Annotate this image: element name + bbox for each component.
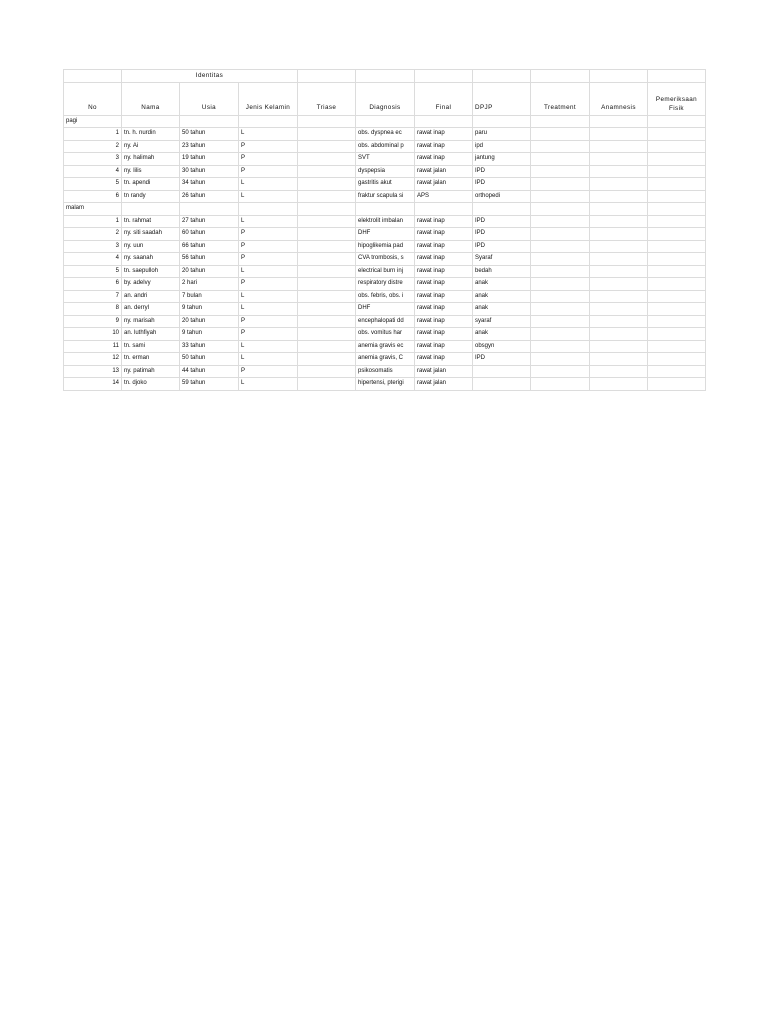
cell-pemeriksaan-fisik[interactable] bbox=[648, 315, 706, 328]
identitas-group-header[interactable]: Identitas bbox=[122, 70, 298, 83]
cell-anamnesis[interactable] bbox=[590, 353, 648, 366]
cell-usia[interactable]: 9 tahun bbox=[180, 328, 239, 341]
cell-pemeriksaan-fisik[interactable] bbox=[648, 178, 706, 191]
cell-nama[interactable]: ny. marisah bbox=[122, 315, 180, 328]
cell[interactable] bbox=[473, 115, 531, 128]
cell-anamnesis[interactable] bbox=[590, 228, 648, 241]
cell-anamnesis[interactable] bbox=[590, 290, 648, 303]
cell[interactable] bbox=[415, 115, 473, 128]
cell-triase[interactable] bbox=[298, 315, 356, 328]
cell-jenis-kelamin[interactable]: P bbox=[239, 315, 298, 328]
table-row bbox=[64, 278, 706, 291]
cell-jenis-kelamin[interactable]: L bbox=[239, 303, 298, 316]
cell-pemeriksaan-fisik[interactable] bbox=[648, 303, 706, 316]
cell-no[interactable]: 8 bbox=[64, 303, 122, 316]
column-header-treatment[interactable]: Treatment bbox=[531, 82, 590, 115]
cell[interactable] bbox=[590, 70, 648, 83]
cell-pemeriksaan-fisik[interactable] bbox=[648, 328, 706, 341]
cell-final[interactable]: rawat inap bbox=[415, 228, 473, 241]
table-row bbox=[64, 140, 706, 153]
cell-triase[interactable] bbox=[298, 178, 356, 191]
cell-diagnosis[interactable]: obs. vomitus har bbox=[356, 328, 415, 341]
cell-no[interactable]: 4 bbox=[64, 165, 122, 178]
section-label[interactable]: pagi bbox=[64, 115, 122, 128]
cell-jenis-kelamin[interactable]: L bbox=[239, 290, 298, 303]
cell-pemeriksaan-fisik[interactable] bbox=[648, 265, 706, 278]
cell-no[interactable]: 7 bbox=[64, 290, 122, 303]
cell-jenis-kelamin[interactable]: P bbox=[239, 365, 298, 378]
table-row bbox=[64, 228, 706, 241]
cell-treatment[interactable] bbox=[531, 228, 590, 241]
cell-nama[interactable]: ny. patimah bbox=[122, 365, 180, 378]
column-header-jenis-kelamin[interactable]: Jenis Kelamin bbox=[239, 82, 298, 115]
cell[interactable] bbox=[180, 115, 239, 128]
table-row bbox=[64, 340, 706, 353]
cell-diagnosis[interactable]: hipoglikemia pad bbox=[356, 240, 415, 253]
cell-nama[interactable]: tn. apendi bbox=[122, 178, 180, 191]
cell-final[interactable]: rawat inap bbox=[415, 240, 473, 253]
cell-anamnesis[interactable] bbox=[590, 253, 648, 266]
cell-usia[interactable]: 20 tahun bbox=[180, 265, 239, 278]
cell-dpjp[interactable]: paru bbox=[473, 128, 531, 141]
cell-anamnesis[interactable] bbox=[590, 340, 648, 353]
cell-diagnosis[interactable]: dyspepsia bbox=[356, 165, 415, 178]
cell-pemeriksaan-fisik[interactable] bbox=[648, 353, 706, 366]
cell-nama[interactable]: tn. h. nurdin bbox=[122, 128, 180, 141]
cell-final[interactable]: rawat inap bbox=[415, 253, 473, 266]
cell-jenis-kelamin[interactable]: P bbox=[239, 165, 298, 178]
cell-dpjp[interactable]: anak bbox=[473, 290, 531, 303]
cell-nama[interactable]: ny. saanah bbox=[122, 253, 180, 266]
cell-dpjp[interactable] bbox=[473, 365, 531, 378]
cell-jenis-kelamin[interactable]: P bbox=[239, 253, 298, 266]
cell-treatment[interactable] bbox=[531, 290, 590, 303]
cell-treatment[interactable] bbox=[531, 178, 590, 191]
cell-final[interactable]: rawat inap bbox=[415, 128, 473, 141]
cell-pemeriksaan-fisik[interactable] bbox=[648, 253, 706, 266]
cell-no[interactable]: 1 bbox=[64, 128, 122, 141]
cell-usia[interactable]: 59 tahun bbox=[180, 378, 239, 391]
cell-no[interactable]: 1 bbox=[64, 215, 122, 228]
cell-triase[interactable] bbox=[298, 340, 356, 353]
cell-jenis-kelamin[interactable]: L bbox=[239, 190, 298, 203]
cell-no[interactable]: 9 bbox=[64, 315, 122, 328]
cell-pemeriksaan-fisik[interactable] bbox=[648, 378, 706, 391]
cell[interactable] bbox=[239, 115, 298, 128]
table-row bbox=[64, 303, 706, 316]
cell-treatment[interactable] bbox=[531, 315, 590, 328]
cell-diagnosis[interactable]: anemia gravis ec bbox=[356, 340, 415, 353]
cell-jenis-kelamin[interactable]: P bbox=[239, 240, 298, 253]
cell-final[interactable]: rawat inap bbox=[415, 315, 473, 328]
cell-anamnesis[interactable] bbox=[590, 365, 648, 378]
cell-usia[interactable]: 66 tahun bbox=[180, 240, 239, 253]
cell-treatment[interactable] bbox=[531, 253, 590, 266]
cell-final[interactable]: rawat inap bbox=[415, 328, 473, 341]
table-row bbox=[64, 128, 706, 141]
cell-pemeriksaan-fisik[interactable] bbox=[648, 215, 706, 228]
cell-nama[interactable]: ny. siti saadah bbox=[122, 228, 180, 241]
cell-treatment[interactable] bbox=[531, 303, 590, 316]
cell-diagnosis[interactable]: elektrolit imbalan bbox=[356, 215, 415, 228]
cell-usia[interactable]: 30 tahun bbox=[180, 165, 239, 178]
cell-pemeriksaan-fisik[interactable] bbox=[648, 153, 706, 166]
column-header-dpjp[interactable]: DPJP bbox=[473, 82, 531, 115]
cell-treatment[interactable] bbox=[531, 128, 590, 141]
cell-pemeriksaan-fisik[interactable] bbox=[648, 140, 706, 153]
cell[interactable] bbox=[64, 70, 122, 83]
cell-anamnesis[interactable] bbox=[590, 265, 648, 278]
table-row bbox=[64, 315, 706, 328]
cell-triase[interactable] bbox=[298, 365, 356, 378]
cell-final[interactable]: rawat jalan bbox=[415, 365, 473, 378]
column-header-nama[interactable]: Nama bbox=[122, 82, 180, 115]
cell-treatment[interactable] bbox=[531, 353, 590, 366]
cell-anamnesis[interactable] bbox=[590, 378, 648, 391]
cell-usia[interactable]: 34 tahun bbox=[180, 178, 239, 191]
cell[interactable] bbox=[356, 203, 415, 216]
cell-treatment[interactable] bbox=[531, 365, 590, 378]
cell-usia[interactable]: 50 tahun bbox=[180, 353, 239, 366]
cell-pemeriksaan-fisik[interactable] bbox=[648, 365, 706, 378]
cell-final[interactable]: rawat inap bbox=[415, 153, 473, 166]
section-row-malam bbox=[64, 203, 706, 216]
cell-pemeriksaan-fisik[interactable] bbox=[648, 128, 706, 141]
cell-dpjp[interactable]: IPD bbox=[473, 178, 531, 191]
cell-anamnesis[interactable] bbox=[590, 240, 648, 253]
cell-no[interactable]: 11 bbox=[64, 340, 122, 353]
cell-dpjp[interactable]: ipd bbox=[473, 140, 531, 153]
cell-triase[interactable] bbox=[298, 353, 356, 366]
cell-no[interactable]: 3 bbox=[64, 240, 122, 253]
cell-final[interactable]: APS bbox=[415, 190, 473, 203]
cell-nama[interactable]: by. adelvy bbox=[122, 278, 180, 291]
cell-triase[interactable] bbox=[298, 328, 356, 341]
cell-no[interactable]: 5 bbox=[64, 265, 122, 278]
table-row bbox=[64, 265, 706, 278]
cell-nama[interactable]: ny. Ai bbox=[122, 140, 180, 153]
cell-anamnesis[interactable] bbox=[590, 178, 648, 191]
column-header-final[interactable]: Final bbox=[415, 82, 473, 115]
cell-treatment[interactable] bbox=[531, 265, 590, 278]
cell-jenis-kelamin[interactable]: L bbox=[239, 265, 298, 278]
section-row-pagi bbox=[64, 115, 706, 128]
cell-nama[interactable]: an. derryl bbox=[122, 303, 180, 316]
cell-diagnosis[interactable]: DHF bbox=[356, 228, 415, 241]
cell-dpjp[interactable]: IPD bbox=[473, 165, 531, 178]
cell-triase[interactable] bbox=[298, 228, 356, 241]
cell-triase[interactable] bbox=[298, 253, 356, 266]
cell-usia[interactable]: 26 tahun bbox=[180, 190, 239, 203]
cell-jenis-kelamin[interactable]: P bbox=[239, 278, 298, 291]
cell-jenis-kelamin[interactable]: P bbox=[239, 140, 298, 153]
cell-dpjp[interactable]: IPD bbox=[473, 215, 531, 228]
cell-triase[interactable] bbox=[298, 290, 356, 303]
cell-nama[interactable]: ny. uun bbox=[122, 240, 180, 253]
cell-dpjp[interactable]: syaraf bbox=[473, 315, 531, 328]
cell[interactable] bbox=[531, 115, 590, 128]
cell[interactable] bbox=[122, 203, 180, 216]
cell-no[interactable]: 4 bbox=[64, 253, 122, 266]
cell[interactable] bbox=[590, 203, 648, 216]
table-row bbox=[64, 153, 706, 166]
cell[interactable] bbox=[298, 203, 356, 216]
cell-no[interactable]: 3 bbox=[64, 153, 122, 166]
cell-final[interactable]: rawat inap bbox=[415, 140, 473, 153]
cell-diagnosis[interactable]: hipertensi, pterigi bbox=[356, 378, 415, 391]
cell-final[interactable]: rawat inap bbox=[415, 290, 473, 303]
cell[interactable] bbox=[239, 203, 298, 216]
cell[interactable] bbox=[415, 203, 473, 216]
cell-diagnosis[interactable]: anemia gravis, C bbox=[356, 353, 415, 366]
cell-diagnosis[interactable]: obs. febris, obs. i bbox=[356, 290, 415, 303]
table-row bbox=[64, 353, 706, 366]
cell-diagnosis[interactable]: respiratory distre bbox=[356, 278, 415, 291]
cell-nama[interactable]: ny. lilis bbox=[122, 165, 180, 178]
cell-no[interactable]: 2 bbox=[64, 140, 122, 153]
cell[interactable] bbox=[531, 70, 590, 83]
cell-diagnosis[interactable]: obs. abdominal p bbox=[356, 140, 415, 153]
cell-usia[interactable]: 9 tahun bbox=[180, 303, 239, 316]
cell-treatment[interactable] bbox=[531, 378, 590, 391]
column-header-pemeriksaan-fisik[interactable]: Pemeriksaan Fisik bbox=[648, 82, 706, 115]
cell-nama[interactable]: tn randy bbox=[122, 190, 180, 203]
cell-triase[interactable] bbox=[298, 153, 356, 166]
cell-pemeriksaan-fisik[interactable] bbox=[648, 278, 706, 291]
cell-dpjp[interactable]: IPD bbox=[473, 228, 531, 241]
cell-dpjp[interactable]: orthopedi bbox=[473, 190, 531, 203]
cell-dpjp[interactable] bbox=[473, 378, 531, 391]
header-row-columns bbox=[64, 82, 706, 115]
cell-triase[interactable] bbox=[298, 278, 356, 291]
cell-no[interactable]: 6 bbox=[64, 278, 122, 291]
cell-no[interactable]: 12 bbox=[64, 353, 122, 366]
table-row bbox=[64, 240, 706, 253]
cell-usia[interactable]: 2 hari bbox=[180, 278, 239, 291]
cell[interactable] bbox=[415, 70, 473, 83]
cell-pemeriksaan-fisik[interactable] bbox=[648, 228, 706, 241]
cell-nama[interactable]: ny. halimah bbox=[122, 153, 180, 166]
cell-anamnesis[interactable] bbox=[590, 128, 648, 141]
cell-treatment[interactable] bbox=[531, 165, 590, 178]
cell-triase[interactable] bbox=[298, 378, 356, 391]
cell-anamnesis[interactable] bbox=[590, 153, 648, 166]
cell-jenis-kelamin[interactable]: L bbox=[239, 340, 298, 353]
column-header-no[interactable]: No bbox=[64, 82, 122, 115]
cell[interactable] bbox=[298, 115, 356, 128]
cell-pemeriksaan-fisik[interactable] bbox=[648, 240, 706, 253]
cell[interactable] bbox=[531, 203, 590, 216]
cell-nama[interactable]: tn. saepulloh bbox=[122, 265, 180, 278]
cell-dpjp[interactable]: anak bbox=[473, 328, 531, 341]
cell-usia[interactable]: 56 tahun bbox=[180, 253, 239, 266]
cell-usia[interactable]: 44 tahun bbox=[180, 365, 239, 378]
cell-anamnesis[interactable] bbox=[590, 278, 648, 291]
cell-dpjp[interactable]: IPD bbox=[473, 240, 531, 253]
cell-final[interactable]: rawat inap bbox=[415, 215, 473, 228]
cell[interactable] bbox=[648, 115, 706, 128]
cell-anamnesis[interactable] bbox=[590, 140, 648, 153]
cell-triase[interactable] bbox=[298, 240, 356, 253]
cell-jenis-kelamin[interactable]: L bbox=[239, 215, 298, 228]
cell-nama[interactable]: tn. djoko bbox=[122, 378, 180, 391]
cell-triase[interactable] bbox=[298, 215, 356, 228]
cell-nama[interactable]: an. andri bbox=[122, 290, 180, 303]
cell-usia[interactable]: 20 tahun bbox=[180, 315, 239, 328]
cell-jenis-kelamin[interactable]: P bbox=[239, 153, 298, 166]
cell-no[interactable]: 5 bbox=[64, 178, 122, 191]
table-row bbox=[64, 253, 706, 266]
cell-diagnosis[interactable]: gastritis akut bbox=[356, 178, 415, 191]
cell-treatment[interactable] bbox=[531, 190, 590, 203]
table-row bbox=[64, 290, 706, 303]
cell-nama[interactable]: tn. erman bbox=[122, 353, 180, 366]
cell-final[interactable]: rawat inap bbox=[415, 278, 473, 291]
cell-treatment[interactable] bbox=[531, 328, 590, 341]
cell-diagnosis[interactable]: DHF bbox=[356, 303, 415, 316]
cell-diagnosis[interactable]: SVT bbox=[356, 153, 415, 166]
cell-no[interactable]: 14 bbox=[64, 378, 122, 391]
cell-no[interactable]: 6 bbox=[64, 190, 122, 203]
cell-nama[interactable]: an. luthfiyah bbox=[122, 328, 180, 341]
cell-dpjp[interactable]: bedah bbox=[473, 265, 531, 278]
cell-no[interactable]: 13 bbox=[64, 365, 122, 378]
cell-jenis-kelamin[interactable]: P bbox=[239, 228, 298, 241]
cell-diagnosis[interactable]: CVA trombosis, s bbox=[356, 253, 415, 266]
cell-jenis-kelamin[interactable]: P bbox=[239, 328, 298, 341]
cell-triase[interactable] bbox=[298, 165, 356, 178]
cell-anamnesis[interactable] bbox=[590, 215, 648, 228]
cell-pemeriksaan-fisik[interactable] bbox=[648, 340, 706, 353]
cell-dpjp[interactable]: obsgyn bbox=[473, 340, 531, 353]
cell-diagnosis[interactable]: encephalopati dd bbox=[356, 315, 415, 328]
cell-dpjp[interactable]: anak bbox=[473, 303, 531, 316]
cell-treatment[interactable] bbox=[531, 140, 590, 153]
cell-jenis-kelamin[interactable]: L bbox=[239, 353, 298, 366]
cell-usia[interactable]: 23 tahun bbox=[180, 140, 239, 153]
table-row bbox=[64, 365, 706, 378]
cell-jenis-kelamin[interactable]: L bbox=[239, 178, 298, 191]
cell-triase[interactable] bbox=[298, 190, 356, 203]
cell[interactable] bbox=[356, 70, 415, 83]
table-row bbox=[64, 378, 706, 391]
cell-final[interactable]: rawat inap bbox=[415, 265, 473, 278]
cell-jenis-kelamin[interactable]: L bbox=[239, 128, 298, 141]
cell-pemeriksaan-fisik[interactable] bbox=[648, 290, 706, 303]
cell-no[interactable]: 2 bbox=[64, 228, 122, 241]
cell-final[interactable]: rawat inap bbox=[415, 353, 473, 366]
cell-final[interactable]: rawat jalan bbox=[415, 165, 473, 178]
cell-jenis-kelamin[interactable]: L bbox=[239, 378, 298, 391]
cell-dpjp[interactable]: Syaraf bbox=[473, 253, 531, 266]
cell-pemeriksaan-fisik[interactable] bbox=[648, 190, 706, 203]
cell-nama[interactable]: tn. sami bbox=[122, 340, 180, 353]
column-header-anamnesis[interactable]: Anamnesis bbox=[590, 82, 648, 115]
cell-diagnosis[interactable]: psikosomatis bbox=[356, 365, 415, 378]
cell-pemeriksaan-fisik[interactable] bbox=[648, 165, 706, 178]
cell-anamnesis[interactable] bbox=[590, 190, 648, 203]
cell-diagnosis[interactable]: fraktur scapula si bbox=[356, 190, 415, 203]
cell-triase[interactable] bbox=[298, 303, 356, 316]
cell-final[interactable]: rawat jalan bbox=[415, 378, 473, 391]
cell-no[interactable]: 10 bbox=[64, 328, 122, 341]
cell[interactable] bbox=[648, 70, 706, 83]
table-row bbox=[64, 165, 706, 178]
cell-anamnesis[interactable] bbox=[590, 328, 648, 341]
cell[interactable] bbox=[648, 203, 706, 216]
section-label[interactable]: malam bbox=[64, 203, 122, 216]
cell-final[interactable]: rawat inap bbox=[415, 303, 473, 316]
cell-usia[interactable]: 27 tahun bbox=[180, 215, 239, 228]
cell-treatment[interactable] bbox=[531, 240, 590, 253]
cell-anamnesis[interactable] bbox=[590, 165, 648, 178]
cell-treatment[interactable] bbox=[531, 215, 590, 228]
cell-usia[interactable]: 50 tahun bbox=[180, 128, 239, 141]
cell-treatment[interactable] bbox=[531, 153, 590, 166]
cell-dpjp[interactable]: IPD bbox=[473, 353, 531, 366]
cell-usia[interactable]: 33 tahun bbox=[180, 340, 239, 353]
cell-usia[interactable]: 7 bulan bbox=[180, 290, 239, 303]
cell-nama[interactable]: tn. rahmat bbox=[122, 215, 180, 228]
table-row bbox=[64, 190, 706, 203]
cell[interactable] bbox=[298, 70, 356, 83]
cell[interactable] bbox=[590, 115, 648, 128]
table-row bbox=[64, 178, 706, 191]
cell-usia[interactable]: 19 tahun bbox=[180, 153, 239, 166]
patient-spreadsheet bbox=[63, 69, 706, 391]
cell-treatment[interactable] bbox=[531, 340, 590, 353]
cell-dpjp[interactable]: anak bbox=[473, 278, 531, 291]
cell-anamnesis[interactable] bbox=[590, 315, 648, 328]
column-header-triase[interactable]: Triase bbox=[298, 82, 356, 115]
cell[interactable] bbox=[473, 203, 531, 216]
column-header-diagnosis[interactable]: Diagnosis bbox=[356, 82, 415, 115]
table-row bbox=[64, 328, 706, 341]
cell-dpjp[interactable]: jantung bbox=[473, 153, 531, 166]
cell-usia[interactable]: 60 tahun bbox=[180, 228, 239, 241]
cell-final[interactable]: rawat jalan bbox=[415, 178, 473, 191]
cell-triase[interactable] bbox=[298, 140, 356, 153]
cell[interactable] bbox=[180, 203, 239, 216]
cell-diagnosis[interactable]: obs. dyspnea ec bbox=[356, 128, 415, 141]
cell[interactable] bbox=[473, 70, 531, 83]
cell[interactable] bbox=[122, 115, 180, 128]
cell-diagnosis[interactable]: electrical burn inj bbox=[356, 265, 415, 278]
cell-treatment[interactable] bbox=[531, 278, 590, 291]
cell-anamnesis[interactable] bbox=[590, 303, 648, 316]
cell-triase[interactable] bbox=[298, 128, 356, 141]
column-header-usia[interactable]: Usia bbox=[180, 82, 239, 115]
cell-final[interactable]: rawat inap bbox=[415, 340, 473, 353]
header-row-group bbox=[64, 70, 706, 83]
table-row bbox=[64, 215, 706, 228]
cell-triase[interactable] bbox=[298, 265, 356, 278]
cell[interactable] bbox=[356, 115, 415, 128]
